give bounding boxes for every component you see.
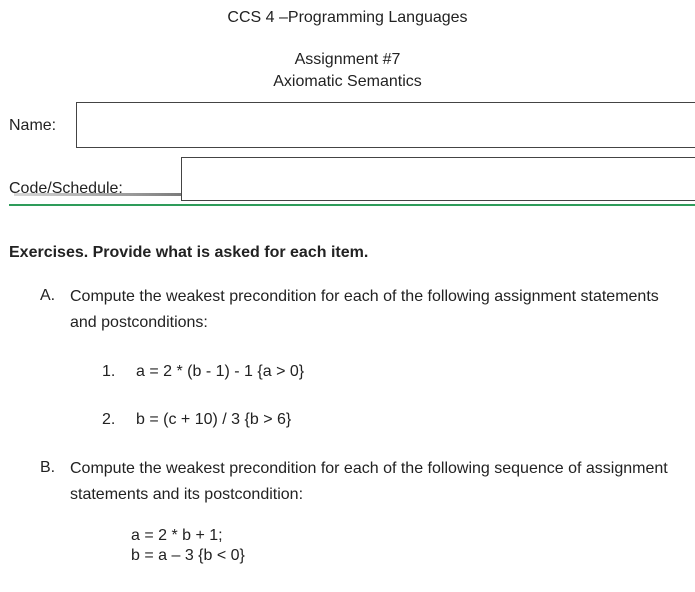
code-schedule-label: Code/Schedule: xyxy=(9,180,123,197)
subitem-2-marker: 2. xyxy=(102,411,116,428)
section-divider xyxy=(9,204,695,206)
subitem-1-marker: 1. xyxy=(102,363,116,380)
item-a-text: Compute the weakest precondition for each of the following assignment statements and postconditions: xyxy=(70,288,659,331)
code-line-2: b = a – 3 {b < 0} xyxy=(131,547,245,564)
assignment-subject: Axiomatic Semantics xyxy=(273,73,422,90)
subitem-2-text: b = (c + 10) / 3 {b > 6} xyxy=(136,411,292,428)
assignment-number: Assignment #7 xyxy=(294,51,401,68)
item-a-marker: A. xyxy=(40,287,56,304)
subitem-1-text: a = 2 * (b - 1) - 1 {a > 0} xyxy=(136,363,305,380)
item-b-marker: B. xyxy=(40,459,56,476)
name-label: Name: xyxy=(9,117,57,134)
name-field[interactable] xyxy=(76,102,695,148)
code-schedule-field[interactable] xyxy=(181,157,695,201)
item-b-text: Compute the weakest precondition for each of the following sequence of assignment statements and its postcondition: xyxy=(70,460,668,503)
course-title: CCS 4 –Programming Languages xyxy=(227,9,468,26)
code-line-1: a = 2 * b + 1; xyxy=(131,527,223,544)
exercises-heading: Exercises. Provide what is asked for each item. xyxy=(9,244,369,261)
